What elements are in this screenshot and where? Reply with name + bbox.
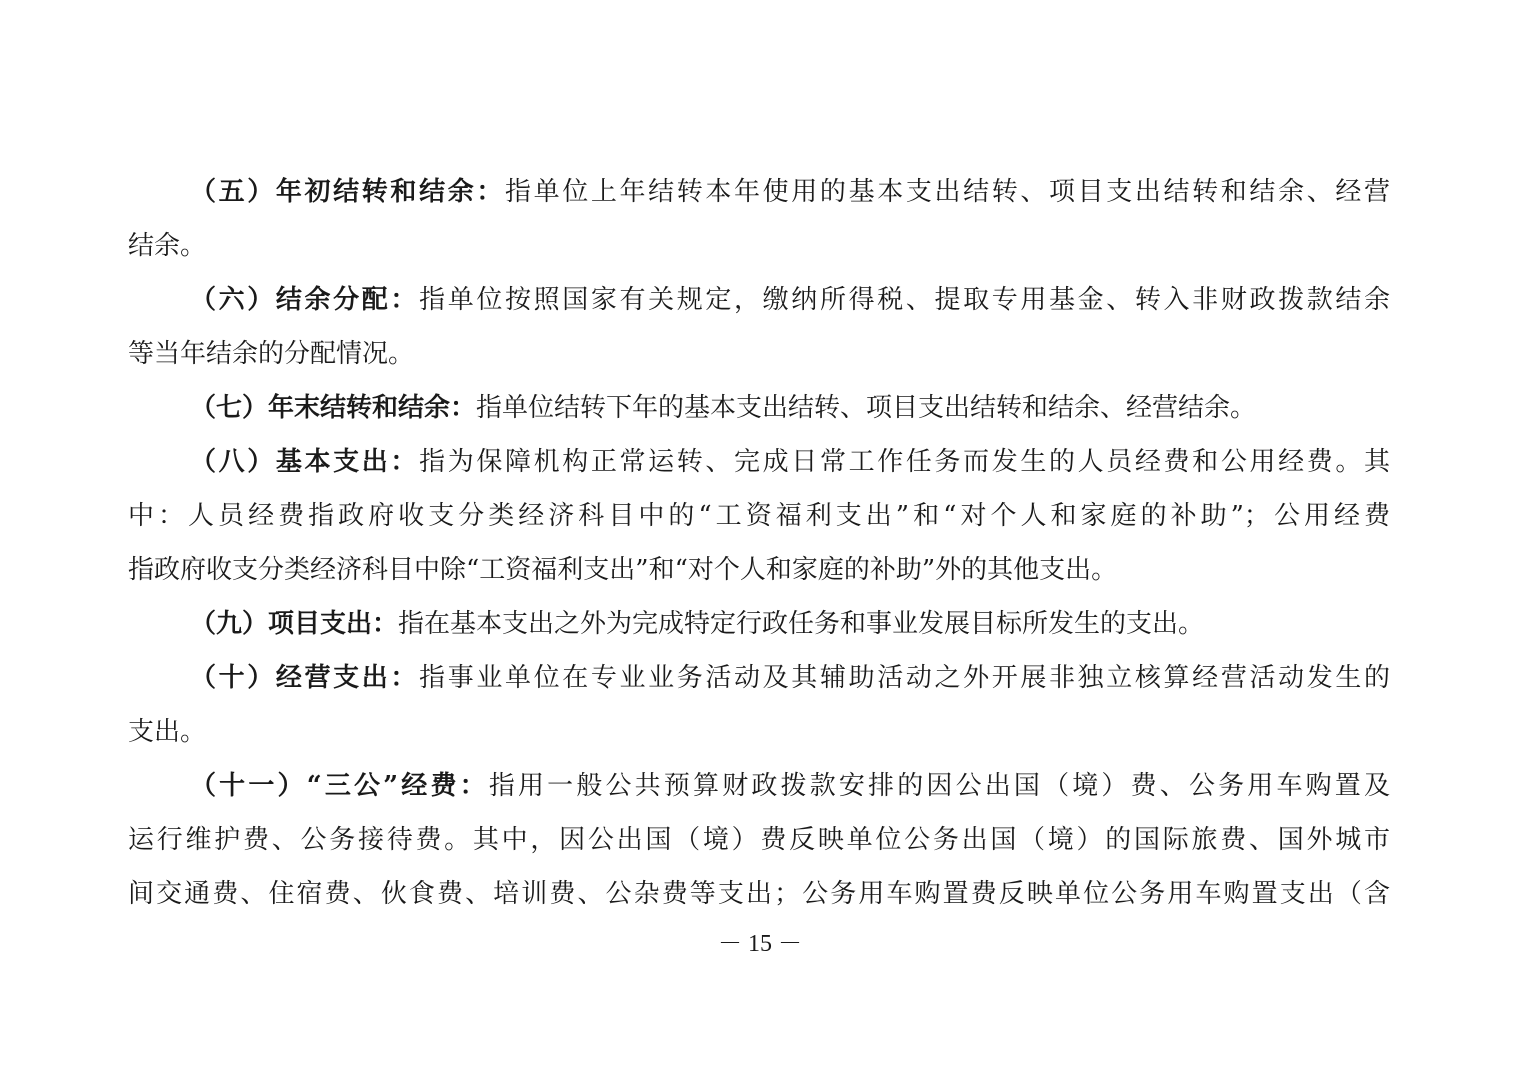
paragraph-text: 指为保障机构正常运转、完成日常工作任务而发生的人员经费和公用经费。其 [419,447,1390,477]
paragraph-10-line-1 [190,658,1390,698]
term-heading: （八）基本支出： [190,447,420,477]
paragraph-text: 指在基本支出之外为完成特定行政任务和事业发展目标所发生的支出。 [398,609,1205,639]
paragraph-8-line-3: 指政府收支分类经济科目中除“工资福利支出”和“对个人和家庭的补助”外的其他支出。 [128,555,1118,585]
paragraph-text: 指单位结转下年的基本支出结转、项目支出结转和结余、经营结余。 [476,393,1257,423]
paragraph-5-line-1 [190,172,1390,212]
paragraph-text: 指单位上年结转本年使用的基本支出结转、项目支出结转和结余、经营 [504,177,1390,207]
term-heading: （十一）“三公”经费： [190,771,489,801]
term-heading: （十）经营支出： [190,663,420,693]
term-heading: （六）结余分配： [190,285,420,315]
paragraph-9-line-1 [190,604,1390,644]
paragraph-text: 指单位按照国家有关规定，缴纳所得税、提取专用基金、转入非财政拨款结余 [419,285,1390,315]
paragraph-text: 指用一般公共预算财政拨款安排的因公出国（境）费、公务用车购置及 [488,771,1390,801]
paragraph-6-line-2: 等当年结余的分配情况。 [128,339,415,369]
paragraph-11-line-1 [190,766,1390,806]
term-heading: （五）年初结转和结余： [190,177,505,207]
term-heading: （九）项目支出： [190,609,399,639]
paragraph-5-line-2: 结余。 [128,231,207,261]
paragraph-11-line-2: 运行维护费、公务接待费。其中，因公出国（境）费反映单位公务出国（境）的国际旅费、国外城市 [128,825,1390,855]
page-number: － 15 － [718,931,802,957]
paragraph-text: 指事业单位在专业业务活动及其辅助活动之外开展非独立核算经营活动发生的 [419,663,1390,693]
paragraph-8-line-2: 中：人员经费指政府收支分类经济科目中的“工资福利支出”和“对个人和家庭的补助”；公用经费 [128,501,1390,531]
paragraph-11-line-3: 间交通费、住宿费、伙食费、培训费、公杂费等支出；公务用车购置费反映单位公务用车购置支出（含 [128,879,1390,909]
paragraph-8-line-1 [190,442,1390,482]
term-heading: （七）年末结转和结余： [190,393,477,423]
paragraph-6-line-1 [190,280,1390,320]
paragraph-7-line-1 [190,388,1390,428]
paragraph-10-line-2: 支出。 [128,717,207,747]
